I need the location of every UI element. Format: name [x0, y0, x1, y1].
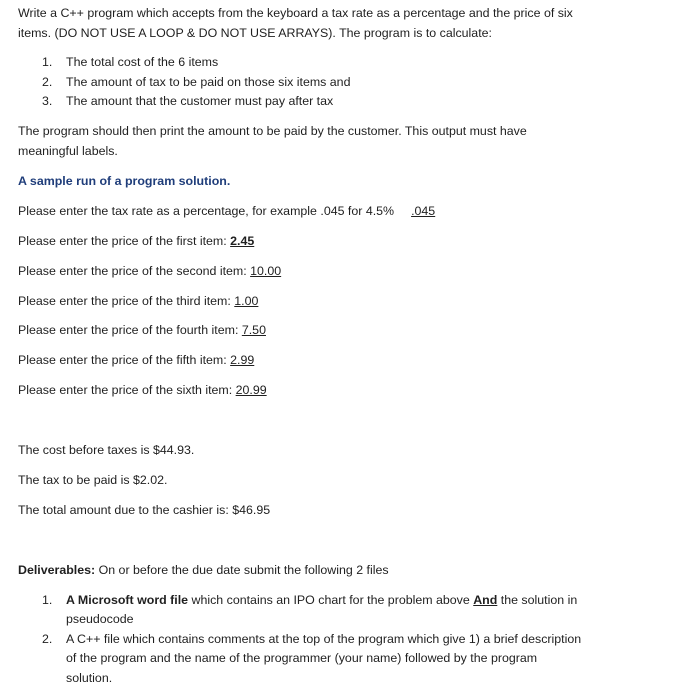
item-row — [18, 292, 258, 310]
item-prompt: Please enter the price of the fifth item: — [18, 353, 231, 367]
item-row — [18, 381, 267, 399]
result-tax: The tax to be paid is $2.02. — [18, 473, 168, 487]
item-value: 7.50 — [241, 323, 266, 337]
list-number: 2. — [42, 75, 53, 89]
deliverables-text: On or before the due date submit the following 2 files — [95, 563, 389, 577]
item-prompt: Please enter the price of the second item: — [18, 264, 251, 278]
tax-value: .045 — [411, 204, 436, 218]
deliverable-1-and: And — [473, 593, 498, 607]
print-para-line-1: The program should then print the amount to be paid by the customer. This output must have — [18, 124, 527, 138]
item-prompt: Please enter the price of the first item: — [18, 234, 231, 248]
tax-prompt-row — [18, 202, 435, 220]
item-value: 1.00 — [234, 294, 259, 308]
deliverable-1-line-2: pseudocode — [66, 612, 134, 626]
item-value: 10.00 — [250, 264, 282, 278]
deliverable-item-1 — [66, 591, 577, 609]
item-row — [18, 351, 254, 369]
result-total: The total amount due to the cashier is: $46.95 — [18, 503, 271, 517]
item-value: 2.45 — [230, 234, 255, 248]
list-item: The total cost of the 6 items — [66, 55, 219, 69]
list-number: 2. — [42, 632, 53, 646]
item-prompt: Please enter the price of the sixth item: — [18, 383, 236, 397]
deliverable-1-mid: which contains an IPO chart for the problem above — [188, 593, 474, 607]
deliverables-heading — [18, 561, 389, 579]
list-item: The amount that the customer must pay after tax — [66, 94, 334, 108]
list-item: The amount of tax to be paid on those six items and — [66, 75, 351, 89]
list-number: 3. — [42, 94, 53, 108]
print-para-line-2: meaningful labels. — [18, 144, 118, 158]
deliverable-2-line-1: A C++ file which contains comments at the top of the program which give 1) a brief description — [66, 632, 582, 646]
deliverable-2-line-3: solution. — [66, 671, 113, 685]
deliverable-2-line-2: of the program and the name of the programmer (your name) followed by the program — [66, 651, 538, 665]
result-cost: The cost before taxes is $44.93. — [18, 443, 195, 457]
intro-line-1: Write a C++ program which accepts from the keyboard a tax rate as a percentage and the price of six — [18, 6, 573, 20]
deliverables-label: Deliverables: — [18, 563, 96, 577]
item-prompt: Please enter the price of the fourth item: — [18, 323, 242, 337]
item-row — [18, 232, 254, 250]
item-row — [18, 321, 266, 339]
deliverable-1-end: the solution in — [497, 593, 578, 607]
item-value: 20.99 — [235, 383, 267, 397]
item-value: 2.99 — [230, 353, 255, 367]
tax-prompt: Please enter the tax rate as a percentage, for example .045 for 4.5% — [18, 204, 395, 218]
item-prompt: Please enter the price of the third item: — [18, 294, 235, 308]
item-row — [18, 262, 281, 280]
intro-line-2: items. (DO NOT USE A LOOP & DO NOT USE ARRAYS). The program is to calculate: — [18, 26, 492, 40]
list-number: 1. — [42, 593, 53, 607]
deliverable-1-bold: A Microsoft word file — [66, 593, 189, 607]
sample-heading: A sample run of a program solution. — [18, 174, 231, 188]
list-number: 1. — [42, 55, 53, 69]
